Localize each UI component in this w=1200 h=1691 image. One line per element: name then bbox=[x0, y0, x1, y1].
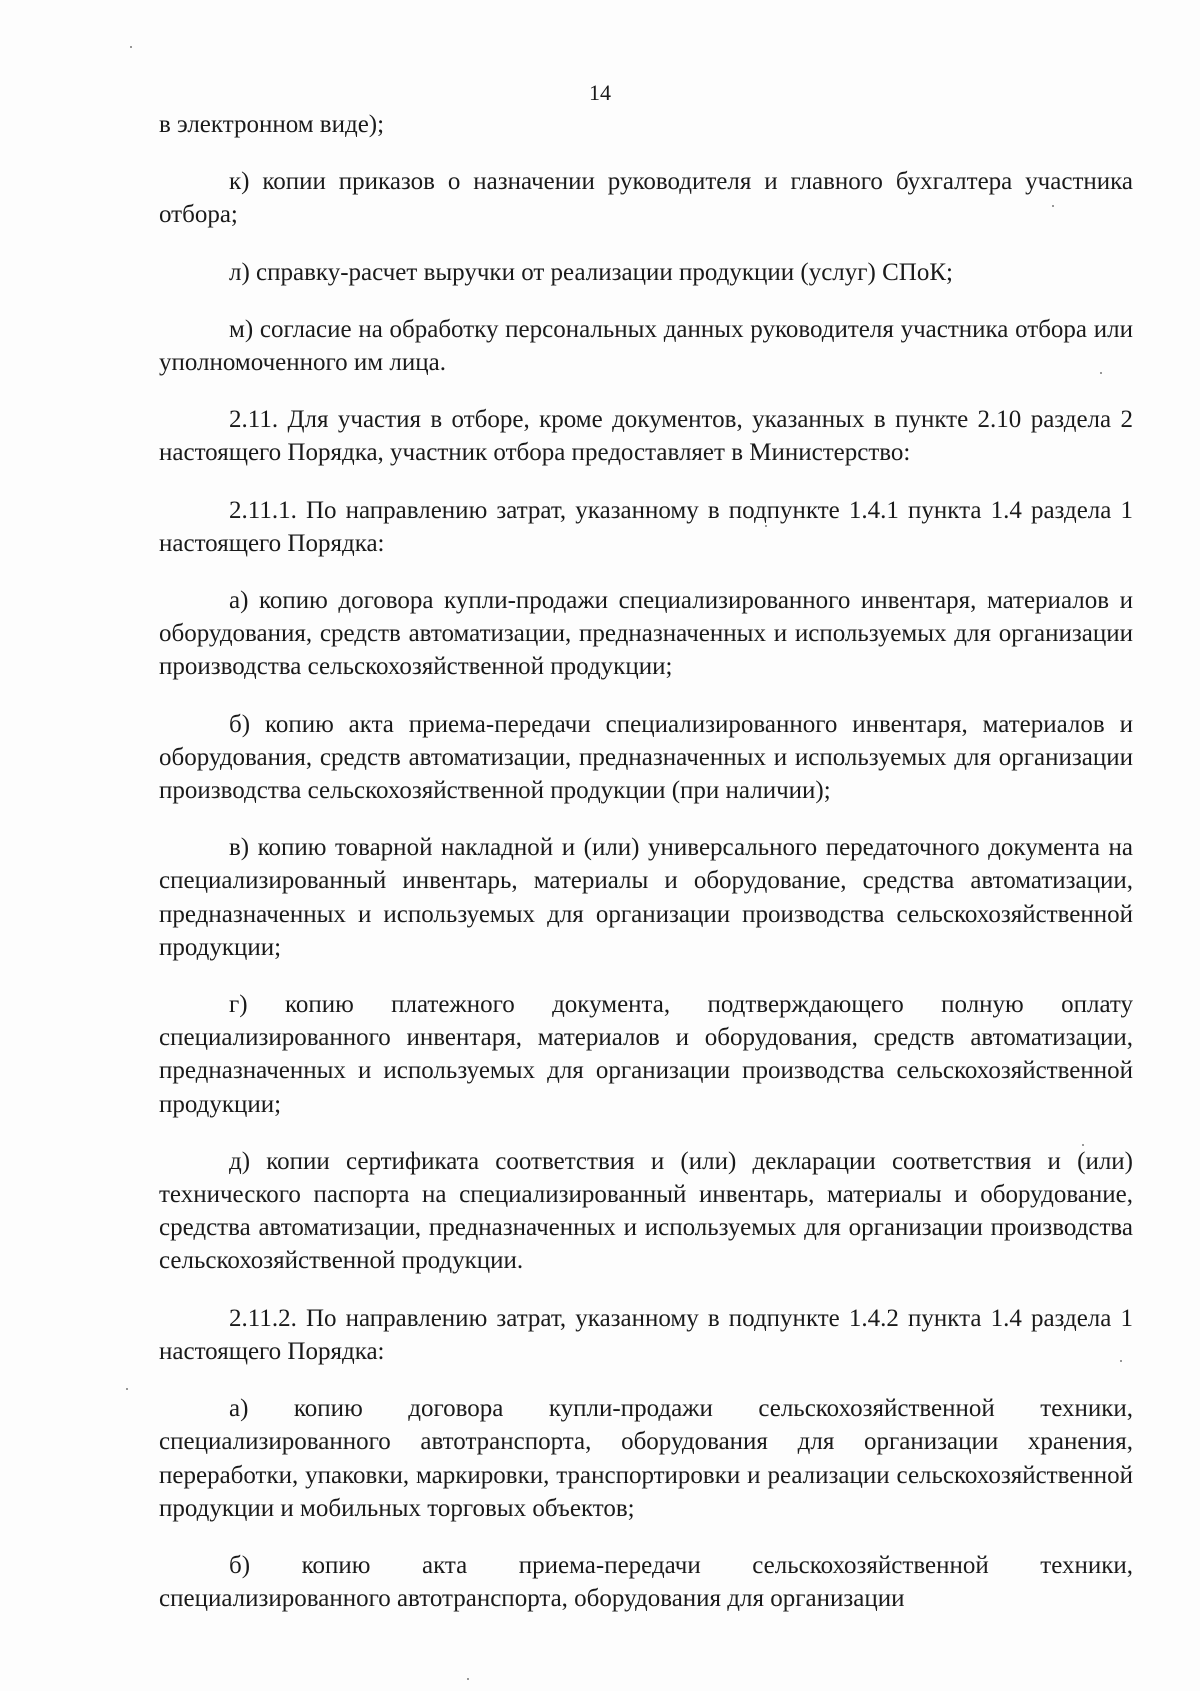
paragraph-clause-2-11-1: 2.11.1. По направлению затрат, указанному в подпункте 1.4.1 пункта 1.4 раздела 1 настоящего Порядка: bbox=[159, 496, 1133, 557]
scan-speck bbox=[467, 1678, 469, 1680]
scan-speck bbox=[126, 1388, 128, 1390]
scan-speck bbox=[1082, 1144, 1084, 1146]
paragraph-clause-2-11: 2.11. Для участия в отборе, кроме документов, указанных в пункте 2.10 раздела 2 настоящего Порядка, участник отбора предоставляет в Министерство: bbox=[159, 406, 1133, 467]
document-body bbox=[159, 108, 1133, 1639]
scan-speck bbox=[130, 46, 132, 48]
paragraph-2-11-2-item-b: б) копию акта приема-передачи сельскохозяйственной техники, специализированного автотранспорта, оборудования для организации bbox=[159, 1551, 1133, 1613]
paragraph-2-11-1-item-g: г) копию платежного документа, подтверждающего полную оплату специализированного инвентаря, материалов и оборудования, средств автоматизации, предназначенных и используемых для организации производства сельскохозяйственной продукции; bbox=[159, 991, 1133, 1118]
paragraph-clause-2-11-2: 2.11.2. По направлению затрат, указанному в подпункте 1.4.2 пункта 1.4 раздела 1 настоящего Порядка: bbox=[159, 1304, 1133, 1365]
paragraph-2-11-1-item-a: а) копию договора купли-продажи специализированного инвентаря, материалов и оборудования, средств автоматизации, предназначенных и используемых для организации производства сельскохозяйственной продукции; bbox=[159, 587, 1133, 681]
scan-speck bbox=[765, 525, 767, 527]
page-number: 14 bbox=[589, 80, 611, 105]
paragraph-item-k: к) копии приказов о назначении руководителя и главного бухгалтера участника отбора; bbox=[159, 168, 1133, 229]
scan-speck bbox=[1120, 1360, 1122, 1362]
scan-speck bbox=[1100, 372, 1102, 374]
paragraph-2-11-2-item-a: а) копию договора купли-продажи сельскохозяйственной техники, специализированного автотранспорта, оборудования для организации хранения, переработки, упаковки, маркировки, транспортировки и реализации сельскохозяйственной продукции и мобильных торговых объектов; bbox=[159, 1395, 1133, 1522]
paragraph-item-l: л) справку-расчет выручки от реализации продукции (услуг) СПоК; bbox=[229, 258, 953, 286]
paragraph-continuation: в электронном виде); bbox=[159, 111, 385, 138]
scan-speck bbox=[1052, 205, 1054, 207]
paragraph-2-11-1-item-d: д) копии сертификата соответствия и (или) декларации соответствия и (или) технического паспорта на специализированный инвентарь, материалы и оборудование, средства автоматизации, предназначенных и используемых для организации производства сельскохозяйственной продукции. bbox=[159, 1147, 1133, 1275]
paragraph-2-11-1-item-b: б) копию акта приема-передачи специализированного инвентаря, материалов и оборудования, средств автоматизации, предназначенных и используемых для организации производства сельскохозяйственной продукции (при наличии); bbox=[159, 710, 1133, 805]
paragraph-item-m: м) согласие на обработку персональных данных руководителя участника отбора или уполномоченного им лица. bbox=[159, 315, 1133, 377]
paragraph-2-11-1-item-v: в) копию товарной накладной и (или) универсального передаточного документа на специализированный инвентарь, материалы и оборудование, средства автоматизации, предназначенных и используемых для организации производства сельскохозяйственной продукции; bbox=[159, 834, 1133, 961]
